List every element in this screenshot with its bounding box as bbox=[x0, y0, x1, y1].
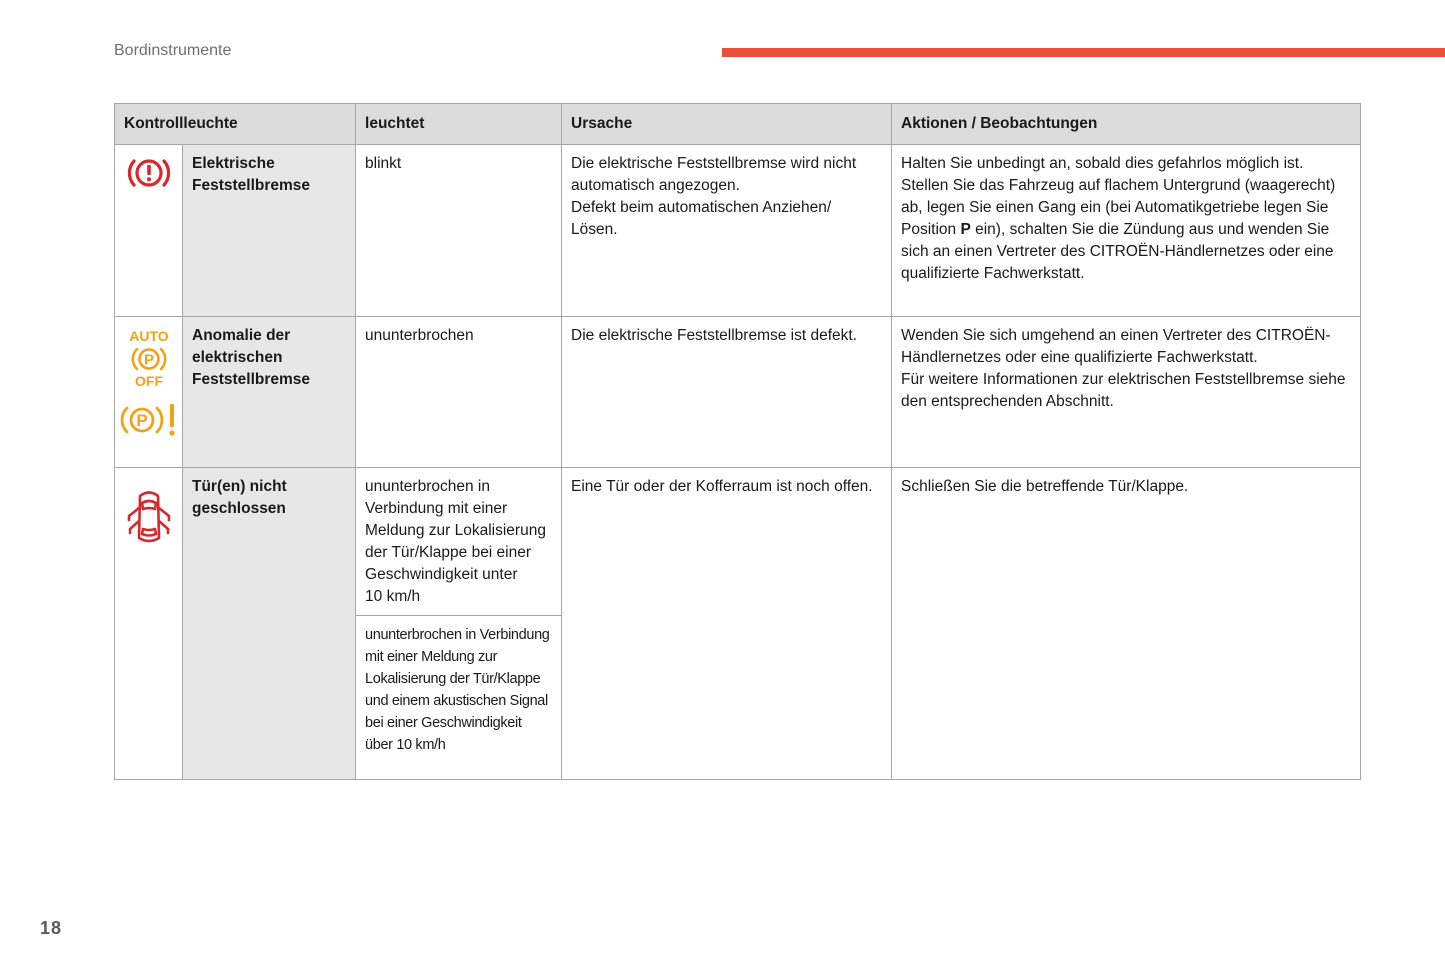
off-label: OFF bbox=[134, 373, 163, 389]
p-label: P bbox=[143, 351, 154, 369]
warning-lamps-table bbox=[114, 103, 1361, 780]
lamp-icon-cell bbox=[115, 317, 183, 468]
column-header: Aktionen / Beobachtungen bbox=[892, 104, 1361, 145]
action-bold-text: P bbox=[960, 221, 971, 238]
auto-label: AUTO bbox=[128, 329, 169, 344]
door-open-icon bbox=[126, 488, 172, 548]
page-number: 18 bbox=[40, 918, 63, 938]
auto-p-off-icon bbox=[123, 329, 175, 389]
lamp-icon-cell bbox=[115, 468, 183, 780]
lamp-action: Schließen Sie die betreffende Tür/Klappe. bbox=[892, 468, 1361, 780]
parking-brake-warning-icon bbox=[125, 153, 173, 193]
column-header: Ursache bbox=[562, 104, 892, 145]
lamp-cause: Die elektrische Feststellbremse ist defekt. bbox=[562, 317, 892, 468]
lamp-icon-cell bbox=[115, 145, 183, 317]
section-title: Bordinstrumente bbox=[114, 42, 232, 59]
column-header: Kontrollleuchte bbox=[115, 104, 356, 145]
lamp-action bbox=[892, 145, 1361, 317]
table-row bbox=[115, 317, 1361, 468]
action-text: Halten Sie unbedingt an, sobald dies gefahrlos möglich ist. Stellen Sie das Fahrzeug auf flachem Untergrund (waagerecht) ab, legen Sie einen Gang ein (bei Automatikgetriebe legen Sie Position bbox=[901, 155, 1336, 238]
action-text: ein), schalten Sie die Zündung aus und wenden Sie sich an einen Vertreter des CITROËN-Händlernetzes oder eine qualifizierte Fachwerkstatt. bbox=[901, 221, 1334, 282]
lamp-lit-state: ununterbrochen in Verbindung mit einer Meldung zur Lokalisierung der Tür/Klappe bei einer Geschwindigkeit unter 10 km/h bbox=[356, 468, 562, 616]
lamp-action: Wenden Sie sich umgehend an einen Vertreter des CITROËN-Händlernetzes oder eine qualifizierte Fachwerkstatt. Für weitere Informationen zur elektrischen Feststellbremse siehe den entsprechenden Abschnitt. bbox=[892, 317, 1361, 468]
lamp-name: Anomalie der elektrischen Feststellbremse bbox=[183, 317, 356, 468]
lamp-lit-state: ununterbrochen bbox=[356, 317, 562, 468]
header-accent-bar bbox=[722, 48, 1445, 57]
lamp-lit-state: blinkt bbox=[356, 145, 562, 317]
lamp-lit-state: ununterbrochen in Verbindung mit einer Meldung zur Lokalisierung der Tür/Klappe und einem akustischen Signal bei einer Geschwindigkeit über 10 km/h bbox=[356, 616, 562, 780]
p-label: P bbox=[135, 411, 148, 430]
table-header-row bbox=[115, 104, 1361, 145]
lamp-name: Elektrische Feststellbremse bbox=[183, 145, 356, 317]
lamp-cause: Eine Tür oder der Kofferraum ist noch offen. bbox=[562, 468, 892, 780]
lamp-cause: Die elektrische Feststellbremse wird nicht automatisch angezogen. Defekt beim automatischen Anziehen/ Lösen. bbox=[562, 145, 892, 317]
table-row bbox=[115, 145, 1361, 317]
column-header: leuchtet bbox=[356, 104, 562, 145]
parking-brake-fault-icon bbox=[119, 401, 179, 439]
lamp-name: Tür(en) nicht geschlossen bbox=[183, 468, 356, 780]
table-row bbox=[115, 468, 1361, 616]
